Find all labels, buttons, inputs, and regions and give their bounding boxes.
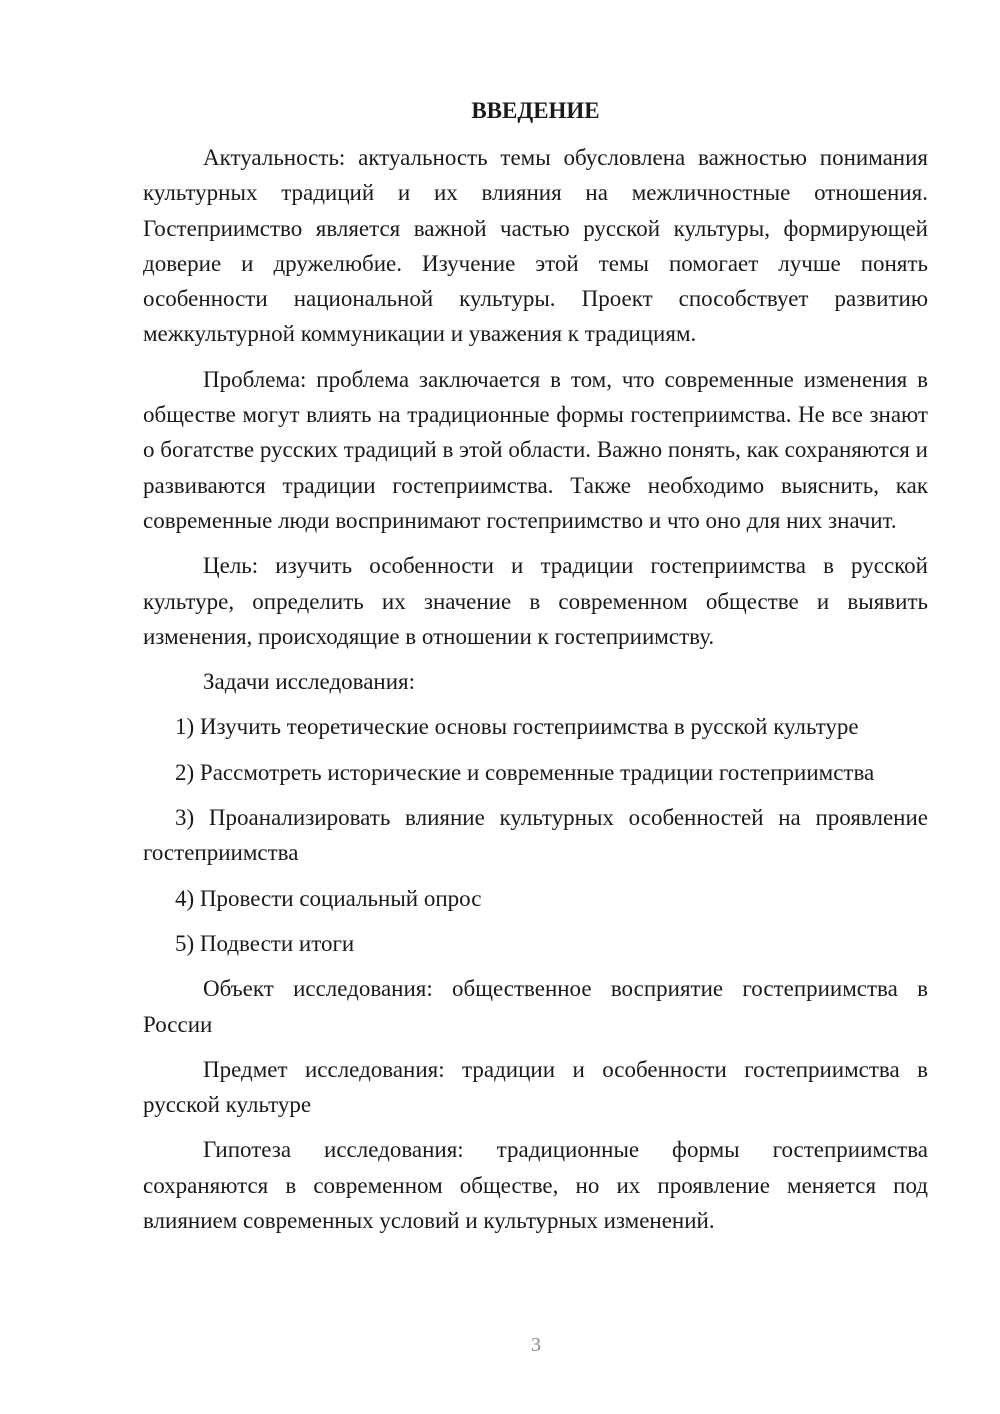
problem-paragraph: Проблема: проблема заключается в том, что современные изменения в обществе могут влиять на традиционные формы гостеприимства. Не все знают о богатстве русских традиций в этой области. Важно понять, как сохраняются и развиваются традиции гостеприимства. Также необходимо выяснить, как современные люди воспринимают гостеприимство и что оно для них значит. xyxy=(143,366,928,533)
relevance-paragraph: Актуальность: актуальность темы обусловлена важностью понимания культурных традиций и их влияния на межличностные отношения. Гостеприимство является важной частью русской культуры, формирующей доверие и дружелюбие. Изучение этой темы помогает лучше понять особенности национальной культуры. Проект способствует развитию межкультурной коммуникации и уважения к традициям. xyxy=(143,145,928,347)
page-title: ВВЕДЕНИЕ xyxy=(471,98,600,123)
page-number: 3 xyxy=(531,1334,541,1356)
task-item: 5) Подвести итоги xyxy=(175,930,355,956)
task-item: 3) Проанализировать влияние культурных особенностей на проявление гостеприимства xyxy=(143,805,928,866)
document-body xyxy=(143,95,928,1238)
tasks-heading: Задачи исследования: xyxy=(203,669,416,695)
subject-paragraph: Предмет исследования: традиции и особенности гостеприимства в русской культуре xyxy=(143,1056,928,1118)
goal-paragraph: Цель: изучить особенности и традиции гостеприимства в русской культуре, определить их значение в современном обществе и выявить изменения, происходящие в отношении к гостеприимству. xyxy=(143,553,928,649)
task-item: 4) Провести социальный опрос xyxy=(175,885,482,911)
task-item: 1) Изучить теоретические основы гостеприимства в русской культуре xyxy=(175,714,859,740)
hypothesis-paragraph: Гипотеза исследования: традиционные формы гостеприимства сохраняются в современном обществе, но их проявление меняется под влиянием современных условий и культурных изменений. xyxy=(143,1137,928,1234)
object-paragraph: Объект исследования: общественное восприятие гостеприимства в России xyxy=(143,976,928,1037)
task-item: 2) Рассмотреть исторические и современные традиции гостеприимства xyxy=(175,759,875,785)
